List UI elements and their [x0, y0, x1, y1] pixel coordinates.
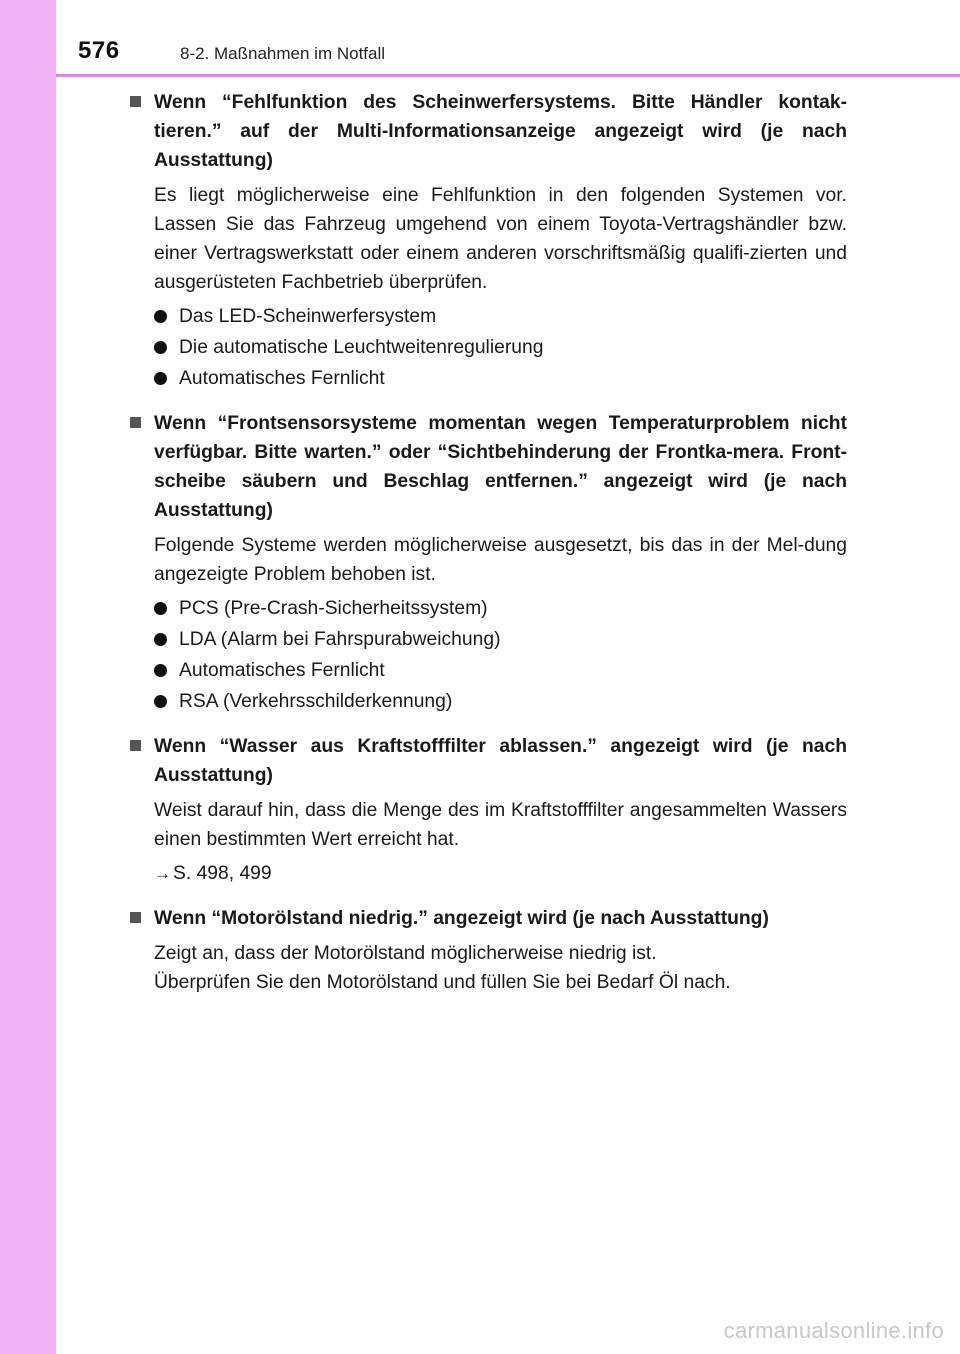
- round-bullet-icon: [154, 695, 167, 708]
- round-bullet-icon: [154, 341, 167, 354]
- section-paragraph-2: Überprüfen Sie den Motorölstand und füllen Sie bei Bedarf Öl nach.: [154, 972, 731, 993]
- page-number: 576: [78, 37, 120, 64]
- section-title: 8-2. Maßnahmen im Notfall: [180, 44, 386, 63]
- page-reference[interactable]: [130, 859, 847, 888]
- list-item: RSA (Verkehrsschilderkennung): [154, 687, 847, 716]
- square-bullet-icon: [130, 912, 141, 923]
- list-item: Automatisches Fernlicht: [154, 364, 847, 393]
- section-paragraph: Es liegt möglicherweise eine Fehlfunktion in den folgenden Systemen vor. Lassen Sie das Fahrzeug umgehend von einem Toyota-Vertragshändler bzw. einer Vertragswerkstatt oder einem anderen vorschriftsmäßig qualifi-zierten und ausgerüsteten Fachbetrieb überprüfen.: [154, 185, 847, 293]
- section-heading: [130, 732, 847, 790]
- heading-text: Wenn “Wasser aus Kraftstofffilter ablassen.” angezeigt wird (je nach Ausstattung): [154, 736, 847, 786]
- list-item: Die automatische Leuchtweitenregulierung: [154, 333, 847, 362]
- round-bullet-icon: [154, 664, 167, 677]
- section-fuel-filter-water: [130, 732, 847, 888]
- bullet-list: [130, 594, 847, 716]
- round-bullet-icon: [154, 602, 167, 615]
- heading-text: Wenn “Frontsensorsysteme momentan wegen Temperaturproblem nicht verfügbar. Bitte warten.” oder “Sichtbehinderung der Frontka-mera. Front-scheibe säubern und Beschlag entfernen.” angezeigt wird (je nach Ausstattung): [154, 413, 847, 521]
- side-color-band: [0, 0, 56, 1354]
- round-bullet-icon: [154, 372, 167, 385]
- section-paragraph: Weist darauf hin, dass die Menge des im Kraftstofffilter angesammelten Wassers einen bestimmten Wert erreicht hat.: [154, 800, 847, 850]
- section-heading: [130, 409, 847, 525]
- list-item: PCS (Pre-Crash-Sicherheitssystem): [154, 594, 847, 623]
- section-paragraph: Folgende Systeme werden möglicherweise ausgesetzt, bis das in der Mel-dung angezeigte Problem behoben ist.: [154, 535, 847, 585]
- bullet-list: [130, 302, 847, 393]
- header-divider: [56, 74, 960, 77]
- list-item: Das LED-Scheinwerfersystem: [154, 302, 847, 331]
- round-bullet-icon: [154, 633, 167, 646]
- round-bullet-icon: [154, 310, 167, 323]
- square-bullet-icon: [130, 96, 141, 107]
- page-content: [130, 88, 847, 1013]
- section-headlight-malfunction: [130, 88, 847, 393]
- list-item: LDA (Alarm bei Fahrspurabweichung): [154, 625, 847, 654]
- section-heading: [130, 88, 847, 175]
- square-bullet-icon: [130, 417, 141, 428]
- section-heading: [130, 904, 847, 933]
- heading-text: Wenn “Motorölstand niedrig.” angezeigt wird (je nach Ausstattung): [154, 908, 769, 929]
- section-low-oil-level: [130, 904, 847, 997]
- square-bullet-icon: [130, 740, 141, 751]
- heading-text: Wenn “Fehlfunktion des Scheinwerfersystems. Bitte Händler kontak-tieren.” auf der Multi-Informationsanzeige angezeigt wird (je nach Ausstattung): [154, 92, 847, 171]
- reference-text: S. 498, 499: [173, 863, 272, 884]
- section-paragraph: Zeigt an, dass der Motorölstand möglicherweise niedrig ist.: [154, 943, 657, 964]
- section-front-sensor: [130, 409, 847, 716]
- arrow-right-icon: →: [154, 864, 171, 883]
- list-item: Automatisches Fernlicht: [154, 656, 847, 685]
- footer-watermark: carmanualsonline.info: [723, 1318, 944, 1343]
